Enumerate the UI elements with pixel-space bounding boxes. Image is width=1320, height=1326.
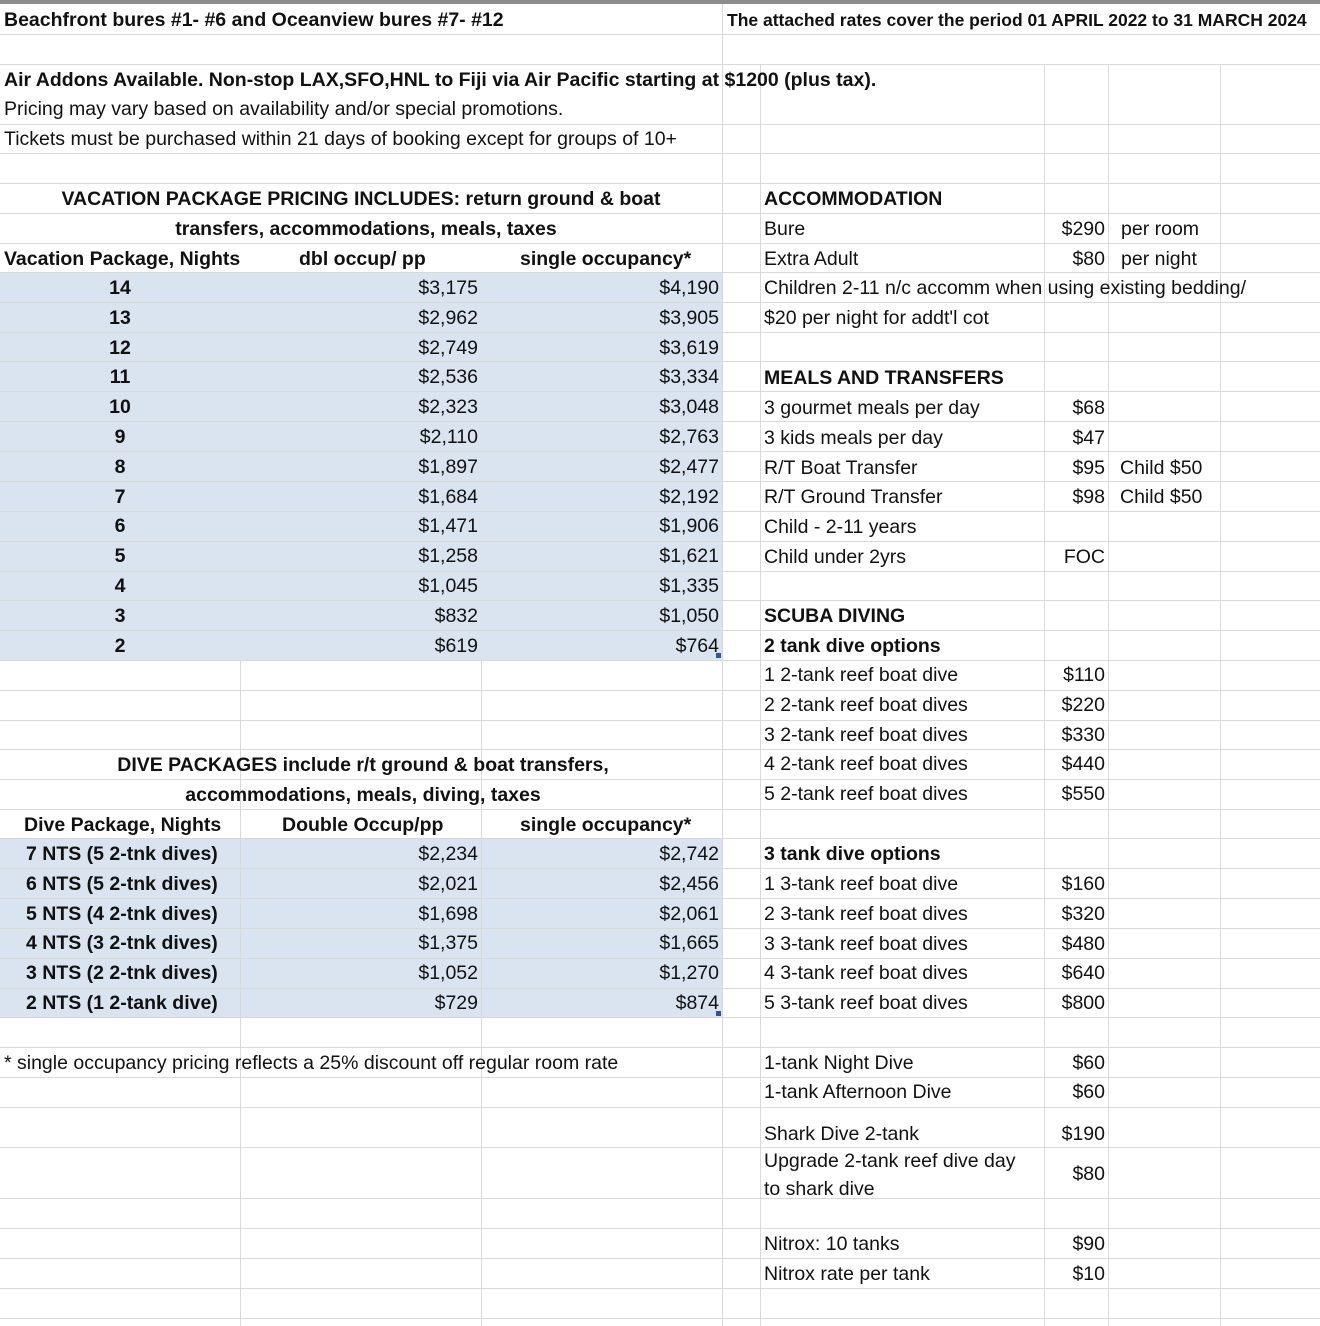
upgrade-label-cont[interactable]: to shark dive <box>764 1178 875 1200</box>
row-gridline <box>0 243 1320 244</box>
nitrox-10-label[interactable]: Nitrox: 10 tanks <box>764 1233 900 1255</box>
vacation-single-cell[interactable]: $3,048 <box>659 396 719 419</box>
cot-note[interactable]: $20 per night for addt'l cot <box>764 307 989 329</box>
meal-item-price[interactable]: $98 <box>1072 486 1105 509</box>
dive-nights-cell[interactable]: 6 NTS (5 2-tnk dives) <box>26 872 218 895</box>
dive-dbl-cell[interactable]: $1,698 <box>418 902 478 925</box>
vacation-dbl-cell[interactable]: $1,684 <box>418 485 478 508</box>
extra-adult-note[interactable]: per night <box>1121 248 1197 270</box>
vacation-nights-cell[interactable]: 2 <box>114 634 126 657</box>
three-tank-price[interactable]: $640 <box>1061 962 1105 985</box>
meal-item-label[interactable]: 3 gourmet meals per day <box>764 397 980 419</box>
children-note[interactable]: Children 2-11 n/c accomm when using existing bedding/ <box>764 277 1246 299</box>
row-gridline <box>0 749 1320 750</box>
two-tank-price[interactable]: $440 <box>1061 753 1105 776</box>
ticket-note[interactable]: Tickets must be purchased within 21 days of booking except for groups of 10+ <box>4 128 677 150</box>
row-gridline <box>0 690 1320 691</box>
column-gridline <box>1220 64 1221 1326</box>
row-gridline <box>0 1047 1320 1048</box>
scuba-title[interactable]: SCUBA DIVING <box>764 605 906 627</box>
three-tank-price[interactable]: $800 <box>1061 992 1105 1015</box>
sheet-top-border <box>0 0 1320 4</box>
vacation-single-cell[interactable]: $1,906 <box>659 515 719 538</box>
meal-item-note[interactable]: Child $50 <box>1120 456 1203 479</box>
dive-single-cell[interactable]: $1,665 <box>659 932 719 955</box>
dive-title[interactable]: DIVE PACKAGES include r/t ground & boat transfers, <box>117 754 609 776</box>
dive-nights-cell[interactable]: 7 NTS (5 2-tnk dives) <box>26 843 218 865</box>
vacation-nights-cell[interactable]: 5 <box>114 545 126 568</box>
dive-dbl-cell[interactable]: $729 <box>434 992 478 1014</box>
two-tank-label[interactable]: 5 2-tank reef boat dives <box>764 783 968 806</box>
upgrade-price[interactable]: $80 <box>1072 1163 1105 1185</box>
three-tank-label[interactable]: 2 3-tank reef boat dives <box>764 902 968 925</box>
meal-item-price[interactable]: $95 <box>1072 456 1105 479</box>
vacation-single-cell[interactable]: $1,050 <box>659 604 719 627</box>
vacation-title[interactable]: VACATION PACKAGE PRICING INCLUDES: return ground & boat <box>61 188 661 210</box>
vacation-col-dbl[interactable]: dbl occup/ pp <box>299 248 426 270</box>
dive-single-cell[interactable]: $2,742 <box>659 843 719 865</box>
two-tank-price[interactable]: $330 <box>1061 723 1105 746</box>
vacation-nights-cell[interactable]: 6 <box>114 515 126 538</box>
upgrade-label[interactable]: Upgrade 2-tank reef dive day <box>764 1150 1016 1172</box>
vacation-dbl-cell[interactable]: $2,749 <box>418 336 478 359</box>
meal-item-price[interactable] <box>1044 513 1105 541</box>
two-tank-label[interactable]: 2 2-tank reef boat dives <box>764 693 968 716</box>
three-tank-label[interactable]: 4 3-tank reef boat dives <box>764 962 968 985</box>
three-tank-label[interactable]: 1 3-tank reef boat dive <box>764 873 959 895</box>
meal-item-price[interactable]: $47 <box>1072 426 1105 449</box>
bure-note[interactable]: per room <box>1121 218 1200 240</box>
vacation-single-cell[interactable]: $2,763 <box>659 426 719 448</box>
vacation-nights-cell[interactable]: 4 <box>114 575 126 597</box>
vacation-single-cell[interactable]: $3,334 <box>659 366 719 389</box>
meal-item-label[interactable]: 3 kids meals per day <box>764 426 943 449</box>
nitrox-per-tank-label[interactable]: Nitrox rate per tank <box>764 1263 930 1285</box>
column-gridline <box>722 4 723 1326</box>
vacation-dbl-cell[interactable]: $2,962 <box>418 306 478 329</box>
vacation-single-cell[interactable]: $1,621 <box>659 545 719 568</box>
two-tank-price[interactable]: $220 <box>1061 693 1105 716</box>
nitrox-10-price[interactable]: $90 <box>1072 1233 1105 1255</box>
vacation-nights-cell[interactable]: 3 <box>114 604 126 627</box>
vacation-col-nights[interactable]: Vacation Package, Nights <box>4 248 241 270</box>
two-tank-price[interactable]: $110 <box>1063 664 1105 686</box>
three-tank-label[interactable]: 3 3-tank reef boat dives <box>764 932 968 955</box>
two-tank-label[interactable]: 3 2-tank reef boat dives <box>764 723 968 746</box>
dive-nights-cell[interactable]: 3 NTS (2 2-tnk dives) <box>26 962 218 985</box>
dive-dbl-cell[interactable]: $2,234 <box>418 843 478 865</box>
dive-col-single[interactable]: single occupancy* <box>520 814 692 836</box>
two-tank-price[interactable]: $550 <box>1061 783 1105 806</box>
extra-adult-price[interactable]: $80 <box>1072 248 1105 270</box>
row-gridline <box>0 660 1320 661</box>
vacation-nights-cell[interactable]: 10 <box>109 396 131 419</box>
dive-single-cell[interactable]: $2,456 <box>659 872 719 895</box>
three-tank-price[interactable]: $160 <box>1061 873 1105 895</box>
pricing-note[interactable]: Pricing may vary based on availability and/or special promotions. <box>4 98 564 120</box>
row-gridline <box>0 183 1320 184</box>
meal-item-note[interactable]: Child $50 <box>1120 486 1203 509</box>
meal-item-label[interactable]: R/T Boat Transfer <box>764 456 918 479</box>
dive-single-cell[interactable]: $2,061 <box>659 902 719 925</box>
nitrox-per-tank-price[interactable]: $10 <box>1072 1263 1105 1285</box>
column-gridline <box>1108 64 1109 1326</box>
night-dive-price[interactable]: $60 <box>1072 1052 1105 1074</box>
meal-item-price[interactable]: FOC <box>1063 546 1105 568</box>
dive-dbl-cell[interactable]: $1,052 <box>418 962 478 985</box>
three-tank-price[interactable]: $480 <box>1061 932 1105 955</box>
row-gridline <box>0 1198 1320 1199</box>
dive-col-nights[interactable]: Dive Package, Nights <box>24 814 222 836</box>
dive-dbl-cell[interactable]: $1,375 <box>418 932 478 955</box>
three-tank-price[interactable]: $320 <box>1061 902 1105 925</box>
meals-title[interactable]: MEALS AND TRANSFERS <box>764 367 1004 389</box>
air-addons-headline[interactable]: Air Addons Available. Non-stop LAX,SFO,HNL to Fiji via Air Pacific starting at $1200 (plus tax). <box>4 69 877 91</box>
vacation-single-cell[interactable]: $2,192 <box>659 485 719 508</box>
night-dive-label[interactable]: 1-tank Night Dive <box>764 1052 914 1074</box>
meal-item-label[interactable]: R/T Ground Transfer <box>764 486 943 509</box>
two-tank-label[interactable]: 1 2-tank reef boat dive <box>764 664 959 686</box>
meal-item-label[interactable]: Child - 2-11 years <box>764 516 917 539</box>
two-tank-label[interactable]: 4 2-tank reef boat dives <box>764 753 968 776</box>
row-gridline <box>0 779 1320 780</box>
bure-price[interactable]: $290 <box>1061 218 1105 240</box>
shark-dive-label[interactable]: Shark Dive 2-tank <box>764 1123 919 1145</box>
row-gridline <box>0 1077 1320 1078</box>
row-gridline <box>0 34 1320 35</box>
footnote[interactable]: * single occupancy pricing reflects a 25% discount off regular room rate <box>4 1052 619 1074</box>
row-gridline <box>0 1288 1320 1289</box>
bure-label[interactable]: Bure <box>764 218 806 240</box>
extra-adult-label[interactable]: Extra Adult <box>764 248 859 270</box>
vacation-col-single[interactable]: single occupancy* <box>520 248 692 270</box>
vacation-single-cell[interactable]: $4,190 <box>659 277 719 299</box>
row-gridline <box>0 1147 1320 1148</box>
vacation-nights-cell[interactable]: 8 <box>114 455 126 478</box>
row-gridline <box>0 1318 1320 1319</box>
two-tank-title[interactable]: 2 tank dive options <box>764 635 941 657</box>
row-gridline <box>0 1017 1320 1018</box>
meal-item-price[interactable]: $68 <box>1072 397 1105 419</box>
sheet-title-left[interactable]: Beachfront bures #1- #6 and Oceanview bures #7- #12 <box>4 9 504 31</box>
dive-single-cell[interactable]: $874 <box>675 992 719 1014</box>
row-gridline <box>0 153 1320 154</box>
vacation-title-cont[interactable]: transfers, accommodations, meals, taxes <box>175 218 557 240</box>
row-gridline <box>0 1107 1320 1108</box>
dive-nights-cell[interactable]: 2 NTS (1 2-tank dive) <box>26 992 218 1014</box>
vacation-dbl-cell[interactable]: $619 <box>434 634 478 657</box>
rates-period[interactable]: The attached rates cover the period 01 APRIL 2022 to 31 MARCH 2024 <box>727 10 1307 30</box>
vacation-single-cell[interactable]: $764 <box>675 634 719 657</box>
vacation-dbl-cell[interactable]: $2,110 <box>419 426 478 448</box>
dive-nights-cell[interactable]: 4 NTS (3 2-tnk dives) <box>26 932 218 955</box>
vacation-dbl-cell[interactable]: $832 <box>434 604 478 627</box>
three-tank-title[interactable]: 3 tank dive options <box>764 843 941 865</box>
vacation-dbl-cell[interactable]: $2,323 <box>418 396 478 419</box>
row-gridline <box>0 64 1320 65</box>
vacation-single-cell[interactable]: $3,619 <box>659 336 719 359</box>
shark-dive-price[interactable]: $190 <box>1061 1123 1105 1145</box>
vacation-dbl-cell[interactable]: $1,045 <box>418 575 478 597</box>
afternoon-dive-price[interactable]: $60 <box>1072 1081 1105 1103</box>
three-tank-label[interactable]: 5 3-tank reef boat dives <box>764 992 968 1015</box>
row-gridline <box>0 809 1320 810</box>
vacation-single-cell[interactable]: $1,335 <box>659 575 719 597</box>
vacation-nights-cell[interactable]: 9 <box>114 426 126 448</box>
vacation-nights-cell[interactable]: 12 <box>109 336 131 359</box>
row-gridline <box>0 213 1320 214</box>
afternoon-dive-label[interactable]: 1-tank Afternoon Dive <box>764 1081 952 1103</box>
dive-nights-cell[interactable]: 5 NTS (4 2-tnk dives) <box>26 902 218 925</box>
vacation-single-cell[interactable]: $2,477 <box>659 455 719 478</box>
dive-single-cell[interactable]: $1,270 <box>659 962 719 985</box>
vacation-nights-cell[interactable]: 11 <box>109 366 131 389</box>
vacation-nights-cell[interactable]: 7 <box>114 485 126 508</box>
row-gridline <box>0 1258 1320 1259</box>
dive-title-cont[interactable]: accommodations, meals, diving, taxes <box>185 784 541 806</box>
vacation-nights-cell[interactable]: 13 <box>109 306 131 329</box>
vacation-dbl-cell[interactable]: $1,258 <box>418 545 478 568</box>
dive-col-dbl[interactable]: Double Occup/pp <box>282 814 444 836</box>
meal-item-label[interactable]: Child under 2yrs <box>764 546 906 568</box>
vacation-nights-cell[interactable]: 14 <box>109 277 131 299</box>
vacation-dbl-cell[interactable]: $3,175 <box>418 277 478 299</box>
vacation-single-cell[interactable]: $3,905 <box>659 306 719 329</box>
vacation-dbl-cell[interactable]: $2,536 <box>418 366 478 389</box>
column-gridline <box>760 64 761 1326</box>
dive-dbl-cell[interactable]: $2,021 <box>418 872 478 895</box>
row-gridline <box>0 1228 1320 1229</box>
accommodation-title[interactable]: ACCOMMODATION <box>764 188 943 210</box>
row-gridline <box>0 720 1320 721</box>
vacation-dbl-cell[interactable]: $1,897 <box>418 455 478 478</box>
vacation-dbl-cell[interactable]: $1,471 <box>418 515 478 538</box>
